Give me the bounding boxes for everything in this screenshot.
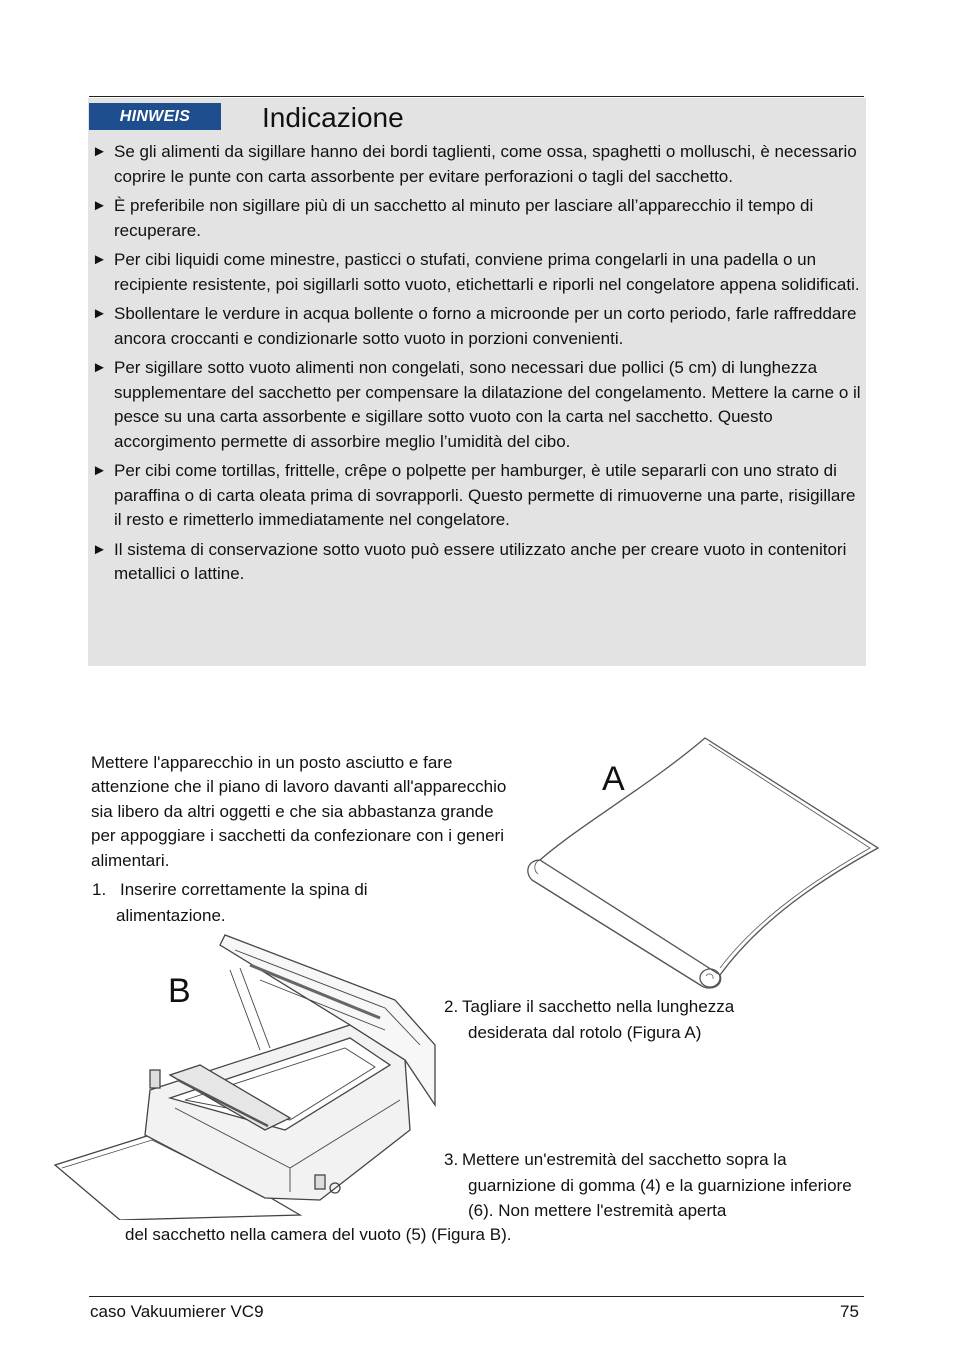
footer-product-name: caso Vakuumierer VC9 [90,1302,264,1321]
note-item-text: Per cibi liquidi come minestre, pasticci o stufati, conviene prima congelarli in una padella o un recipiente resistente, poi sigillarli sotto vuoto, etichettarli e riporli nel congelatore appena solidificati. [114,250,860,294]
note-item-text: Per sigillare sotto vuoto alimenti non congelati, sono necessari due pollici (5 cm) di lunghezza supplementare del sacchetto per compensare la dilatazione del congelamento. Mettere la carne o il pesce su una carta assorbente e sigillare sotto vuoto con la carta nel sacchetto. Questo accorgimento permette di assorbire meglio l’umidità del cibo. [114,358,861,451]
note-list [92,140,864,592]
note-item [92,194,864,243]
triangle-bullet-icon: ► [92,462,107,479]
figure-b-sealer [50,930,440,1220]
note-item [92,538,864,587]
step-text-cont: desiderata dal rotolo (Figura A) [468,1022,702,1042]
step-text-cont: alimentazione. [116,905,226,925]
step-2 [444,994,864,1045]
note-item [92,248,864,297]
step-number: 1. [92,880,107,899]
note-title: Indicazione [262,102,404,133]
step-1 [92,877,422,928]
intro-paragraph: Mettere l'apparecchio in un posto asciutto e fare attenzione che il piano di lavoro davanti all'apparecchio sia libero da altri oggetti e che sia abbastanza grande per appoggiare i sacchetti da confezionare con i generi alimentari. [91,753,507,870]
note-item [92,302,864,351]
triangle-bullet-icon: ► [92,359,107,376]
note-item-text: È preferibile non sigillare più di un sacchetto al minuto per lasciare all’apparecchio il tempo di recuperare. [114,196,814,240]
hinweis-badge: HINWEIS [89,103,221,130]
triangle-bullet-icon: ► [92,197,107,214]
footer-rule [89,1296,864,1297]
step-text: Tagliare il sacchetto nella lunghezza [462,997,735,1016]
triangle-bullet-icon: ► [92,143,107,160]
step-3-tail: del sacchetto nella camera del vuoto (5) (Figura B). [125,1225,512,1244]
figure-b-label: B [168,972,191,1010]
note-item [92,459,864,533]
page-number: 75 [840,1302,859,1321]
triangle-bullet-icon: ► [92,251,107,268]
step-3 [444,1147,864,1224]
note-item-text: Se gli alimenti da sigillare hanno dei bordi taglienti, come ossa, spaghetti o molluschi, è necessario coprire le punte con carta assorbente per evitare perforazioni o tagli del sacchetto. [114,142,857,186]
step-text: Inserire correttamente la spina di [120,880,368,899]
note-item-text: Il sistema di conservazione sotto vuoto può essere utilizzato anche per creare vuoto in contenitori metallici o lattine. [114,539,847,583]
step-number: 3. [444,1150,459,1169]
triangle-bullet-icon: ► [92,540,107,558]
note-item-text: Per cibi come tortillas, frittelle, crêpe o polpette per hamburger, è utile separarli con uno strato di paraffina o di carta oleata prima di sovrapporli. Questo permette di rimuoverne una parte, risigillare il resto e rimetterlo immediatamente nel congelatore. [114,461,856,529]
step-text-cont: guarnizione di gomma (4) e la guarnizione inferiore (6). Non mettere l'estremità aperta [468,1175,852,1220]
step-text: Mettere un'estremità del sacchetto sopra la [462,1150,787,1169]
step-number: 2. [444,997,459,1016]
note-item [92,140,864,189]
figure-a-bag-roll [520,730,880,1000]
figure-a-label: A [602,760,625,798]
top-rule [89,96,864,97]
triangle-bullet-icon: ► [92,305,107,322]
note-item-text: Sbollentare le verdure in acqua bollente o forno a microonde per un corto periodo, farle raffreddare ancora croccanti e condizionarle sotto vuoto in porzioni convenienti. [114,304,857,348]
note-item [92,356,864,454]
